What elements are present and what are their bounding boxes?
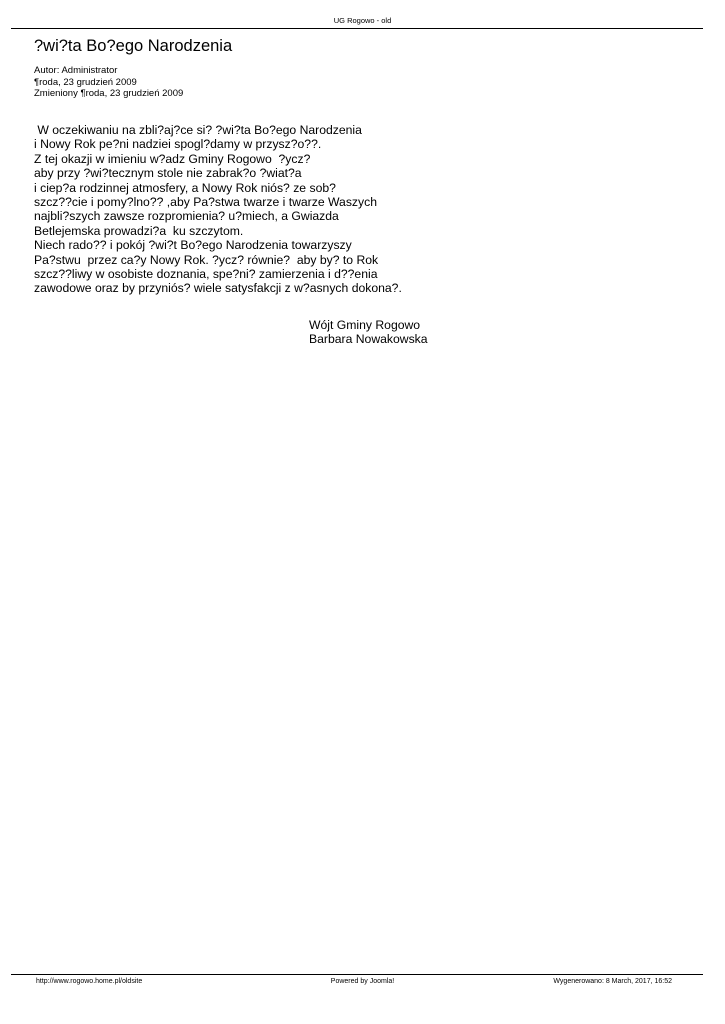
body-line: W oczekiwaniu na zbli?aj?ce si? ?wi?ta Bo?ego Narodzenia (34, 123, 362, 137)
article-body (34, 123, 402, 296)
modified-line: Zmieniony ¶roda, 23 grudzień 2009 (34, 88, 184, 99)
footer-generated-date: Wygenerowano: 8 March, 2017, 16:52 (553, 978, 672, 985)
body-line: zawodowe oraz by przyniós? wiele satysfakcji z w?asnych dokona?. (34, 281, 402, 296)
body-line: i ciep?a rodzinnej atmosfery, a Nowy Rok niós? ze sob? (34, 180, 336, 195)
footer-url-link[interactable]: http://www.rogowo.home.pl/oldsite (36, 978, 143, 985)
article-meta (34, 65, 183, 100)
footer-divider (11, 974, 703, 975)
date-line: ¶roda, 23 grudzień 2009 (34, 76, 137, 88)
header-divider (11, 28, 703, 29)
body-line: Betlejemska prowadzi?a ku szczytom. (34, 223, 244, 238)
body-line: Niech rado?? i pokój ?wi?t Bo?ego Narodzenia towarzyszy (34, 238, 352, 253)
signature-block (309, 318, 428, 347)
page-footer (0, 977, 725, 987)
body-line: najbli?szych zawsze rozpromienia? u?miech, a Gwiazda (34, 209, 339, 224)
footer-powered-by: Powered by Joomla! (330, 978, 395, 985)
signature-role: Wójt Gminy Rogowo (309, 318, 421, 332)
body-line: i Nowy Rok pe?ni nadziei spogl?damy w przysz?o??. (34, 137, 322, 152)
signature-name: Barbara Nowakowska (309, 332, 428, 347)
author-line: Autor: Administrator (34, 65, 118, 76)
body-line: aby przy ?wi?tecznym stole nie zabrak?o ?wiat?a (34, 166, 302, 181)
site-header: UG Rogowo - old (333, 16, 392, 25)
body-line: szcz??cie i pomy?lno?? ,aby Pa?stwa twarze i twarze Waszych (34, 195, 377, 210)
body-line: Pa?stwu przez ca?y Nowy Rok. ?ycz? równie? aby by? to Rok (34, 252, 379, 267)
body-line: szcz??liwy w osobiste doznania, spe?ni? zamierzenia i d??enia (34, 267, 378, 282)
body-line: Z tej okazji w imieniu w?adz Gminy Rogowo ?ycz? (34, 151, 311, 166)
article-title: ?wi?ta Bo?ego Narodzenia (34, 37, 233, 55)
